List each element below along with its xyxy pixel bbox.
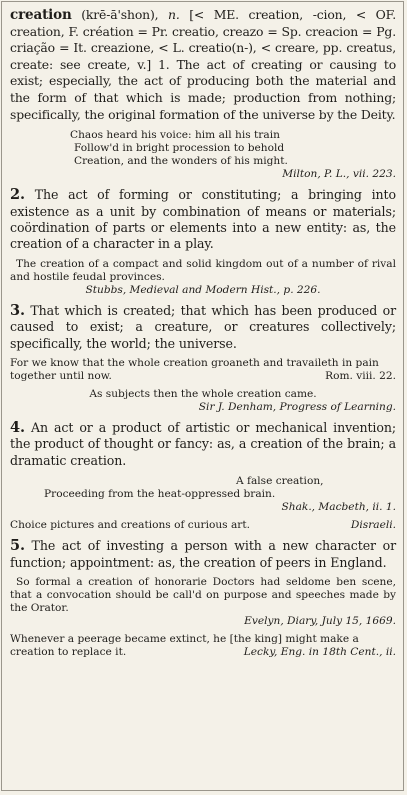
- sense-3: [10, 303, 396, 352]
- quote-text: The creation of a compact and solid kingdom out of a number of rival and hostile feudal provinces.: [10, 257, 396, 283]
- quote-source: Shak., Macbeth, ii. 1.: [281, 501, 396, 514]
- pronunciation: (krē-ā'shon),: [71, 7, 169, 22]
- quote-text: So formal a creation of honorarie Doctors had seldome ben scene, that a convocation should be call'd on purpose and speeches made by the Orator.: [10, 576, 396, 615]
- part-of-speech: n.: [168, 7, 180, 22]
- quote-lecky: [10, 633, 396, 659]
- sense-text: An act or a product of artistic or mechanical invention; the product of thought or fancy: as, a creation of the brain; a dramatic creation.: [10, 420, 396, 468]
- sense-number: 2.: [10, 186, 25, 204]
- quote-milton: [10, 129, 396, 181]
- sense-2: [10, 187, 396, 253]
- quote-evelyn: [10, 576, 396, 628]
- quote-romans: [10, 357, 396, 383]
- quote-stubbs: [10, 258, 396, 297]
- sense-5: [10, 538, 396, 571]
- sense-text: The act of investing a person with a new character or function; appointment: as, the creation of peers in England.: [10, 538, 396, 570]
- quote-shakespeare: [10, 475, 396, 514]
- sense-number: 3.: [10, 301, 25, 319]
- sense-1-number: 1.: [158, 56, 170, 72]
- quote-text: For we know that the whole creation groaneth and travaileth in pain together until now.: [10, 357, 379, 382]
- sense-text: That which is created; that which has been produced or caused to exist; a creature, or creatures collectively; specifically, the world; the universe.: [10, 302, 396, 351]
- dictionary-entry: [1, 1, 404, 791]
- sense-1-text: The act of creating or causing to exist; especially, the act of producing both the material and the form of that which is made; production from nothing; specifically, the original formation of the universe by the Deity.: [10, 56, 397, 122]
- quote-line: A false creation,: [236, 475, 324, 488]
- sense-number: 5.: [10, 537, 25, 555]
- headword: creation: [10, 7, 72, 23]
- quote-text: Choice pictures and creations of curious art.: [10, 519, 250, 532]
- quote-line: Chaos heard his voice: him all his train: [70, 129, 280, 142]
- quote-source: Evelyn, Diary, July 15, 1669.: [244, 615, 396, 628]
- quote-line: Proceeding from the heat-oppressed brain.: [44, 488, 276, 501]
- etymology: [< ME. creation, -cion, < OF. creation, F. création = Pr. creatio, creazo = Sp. creacion = Pg. criação = It. creazione, < L. creatio(n-), < creare, pp. creatus, create: see create, v.]: [10, 7, 396, 72]
- quote-text: As subjects then the whole creation came.: [89, 388, 317, 400]
- quote-text: Whenever a peerage became extinct, he [the king] might make a creation to replace it.: [10, 633, 359, 659]
- sense-number: 4.: [10, 419, 25, 436]
- quote-line: Creation, and the wonders of his might.: [74, 155, 288, 168]
- quote-source: Lecky, Eng. in 18th Cent., ii.: [243, 646, 396, 659]
- sense-text: The act of forming or constituting; a bringing into existence as a unit by combination of means or materials; coördination of parts or elements into a new entity: as, the creation of a character in a play.: [10, 187, 396, 252]
- quote-line: Follow'd in bright procession to behold: [74, 142, 285, 155]
- sense-4: [10, 420, 396, 469]
- quote-source: Rom. viii. 22.: [325, 370, 396, 382]
- quote-source: Sir J. Denham, Progress of Learning.: [198, 401, 396, 413]
- quote-source: Disraeli.: [350, 519, 396, 532]
- quote-denham: [10, 388, 396, 414]
- quote-disraeli: [10, 519, 396, 532]
- quote-source: Stubbs, Medieval and Modern Hist., p. 226.: [85, 283, 321, 296]
- quote-source: Milton, P. L., vii. 223.: [282, 168, 396, 181]
- entry-header: [10, 7, 396, 123]
